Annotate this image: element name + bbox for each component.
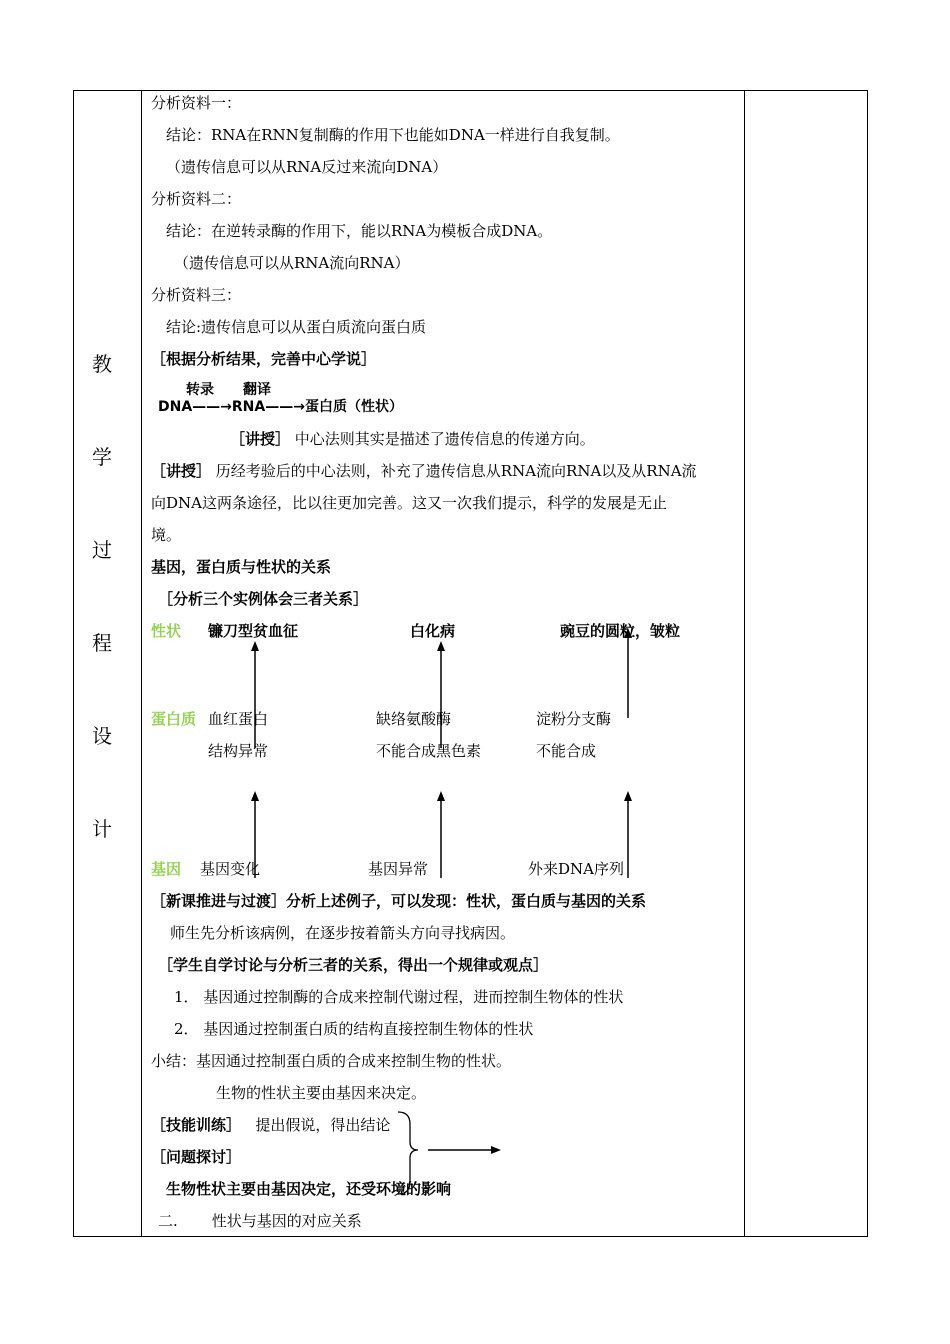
lecture-text: 中心法则其实是描述了遗传信息的传递方向。 <box>294 430 595 448</box>
question-tag: ［问题探讨］ <box>151 1148 242 1166</box>
curly-brace <box>398 1112 418 1194</box>
analysis-1-conclusion: 结论：RNA在RNN复制酶的作用下也能如DNA一样进行自我复制。 <box>166 126 620 144</box>
skill-training-text: 提出假说，得出结论 <box>255 1116 391 1134</box>
lecture-tag: ［讲授］ <box>230 430 291 448</box>
row-label-trait: 性状 <box>151 622 182 640</box>
protein-effect-2: 不能合成黑色素 <box>376 742 482 760</box>
protein-tyrosinase: 缺络氨酸酶 <box>376 710 452 728</box>
side-title-char-2: 学 <box>92 445 112 469</box>
protein-starch-branching-enzyme: 淀粉分支酶 <box>536 710 612 728</box>
environment-note: 生物性状主要由基因决定，还受环境的影响 <box>166 1180 452 1198</box>
analysis-3-heading: 分析资料三： <box>151 286 242 304</box>
central-dogma-heading: ［根据分析结果，完善中心学说］ <box>151 350 377 368</box>
examples-heading: ［分析三个实例体会三者关系］ <box>158 590 369 608</box>
analysis-2-conclusion: 结论：在逆转录酶的作用下，能以RNA为模板合成DNA。 <box>166 222 553 240</box>
gene-abnormal: 基因异常 <box>368 860 429 878</box>
analysis-2-heading: 分析资料二： <box>151 190 242 208</box>
gene-foreign-dna: 外来DNA序列 <box>528 860 624 878</box>
side-title-char-3: 过 <box>92 538 112 562</box>
lecture-note-2-cont: 向DNA这两条途径，比以往更加完善。这又一次我们提示，科学的发展是无止 <box>151 494 667 512</box>
transition-text: 分析上述例子，可以发现：性状，蛋白质与基因的关系 <box>286 892 647 910</box>
row-label-protein: 蛋白质 <box>151 710 197 728</box>
section-2-number: 二. <box>158 1212 178 1230</box>
lecture-tag: ［讲授］ <box>151 462 212 480</box>
trait-sickle-cell: 镰刀型贫血征 <box>208 622 299 640</box>
trait-albinism: 白化病 <box>410 622 456 640</box>
analysis-1-heading: 分析资料一： <box>151 94 242 112</box>
trait-pea-shape: 豌豆的圆粒，皱粒 <box>560 622 681 640</box>
rule-2: 2． 基因通过控制蛋白质的结构直接控制生物体的性状 <box>174 1020 534 1038</box>
analysis-1-note: （遗传信息可以从RNA反过来流向DNA） <box>166 158 448 176</box>
transcription-label: 转录 <box>186 382 214 398</box>
lecture-text: 历经考验后的中心法则，补充了遗传信息从RNA流向RNA以及从RNA流 <box>215 462 697 480</box>
side-title-char-4: 程 <box>92 631 112 655</box>
transition-tag: ［新课推进与过渡］ <box>151 892 287 910</box>
skill-training-tag: ［技能训练］ <box>151 1116 242 1134</box>
summary-line-2: 生物的性状主要由基因来决定。 <box>216 1084 427 1102</box>
row-label-gene: 基因 <box>151 860 182 878</box>
protein-effect-1: 结构异常 <box>208 742 269 760</box>
side-title-char-6: 计 <box>92 817 112 841</box>
side-title-char-1: 教 <box>92 352 112 376</box>
side-title-char-5: 设 <box>92 724 112 748</box>
self-study-heading: ［学生自学讨论与分析三者的关系，得出一个规律或观点］ <box>158 956 549 974</box>
analysis-3-conclusion: 结论:遗传信息可以从蛋白质流向蛋白质 <box>166 318 427 336</box>
rule-1: 1． 基因通过控制酶的合成来控制代谢过程，进而控制生物体的性状 <box>174 988 624 1006</box>
gene-mutation: 基因变化 <box>200 860 261 878</box>
translation-label: 翻译 <box>243 382 271 398</box>
section-2-title: 性状与基因的对应关系 <box>211 1212 362 1230</box>
central-dogma-flow: DNA——→RNA——→蛋白质（性状） <box>158 399 403 415</box>
analysis-2-note: （遗传信息可以从RNA流向RNA） <box>174 254 410 272</box>
protein-hemoglobin: 血红蛋白 <box>208 710 269 728</box>
protein-effect-3: 不能合成 <box>536 742 597 760</box>
section-heading-gene-protein-trait: 基因，蛋白质与性状的关系 <box>151 558 332 576</box>
teacher-student-note: 师生先分析该病例，在逐步按着箭头方向寻找病因。 <box>170 924 516 942</box>
summary-line: 小结：基因通过控制蛋白质的合成来控制生物的性状。 <box>151 1052 512 1070</box>
lecture-note-2-end: 境。 <box>151 526 182 544</box>
